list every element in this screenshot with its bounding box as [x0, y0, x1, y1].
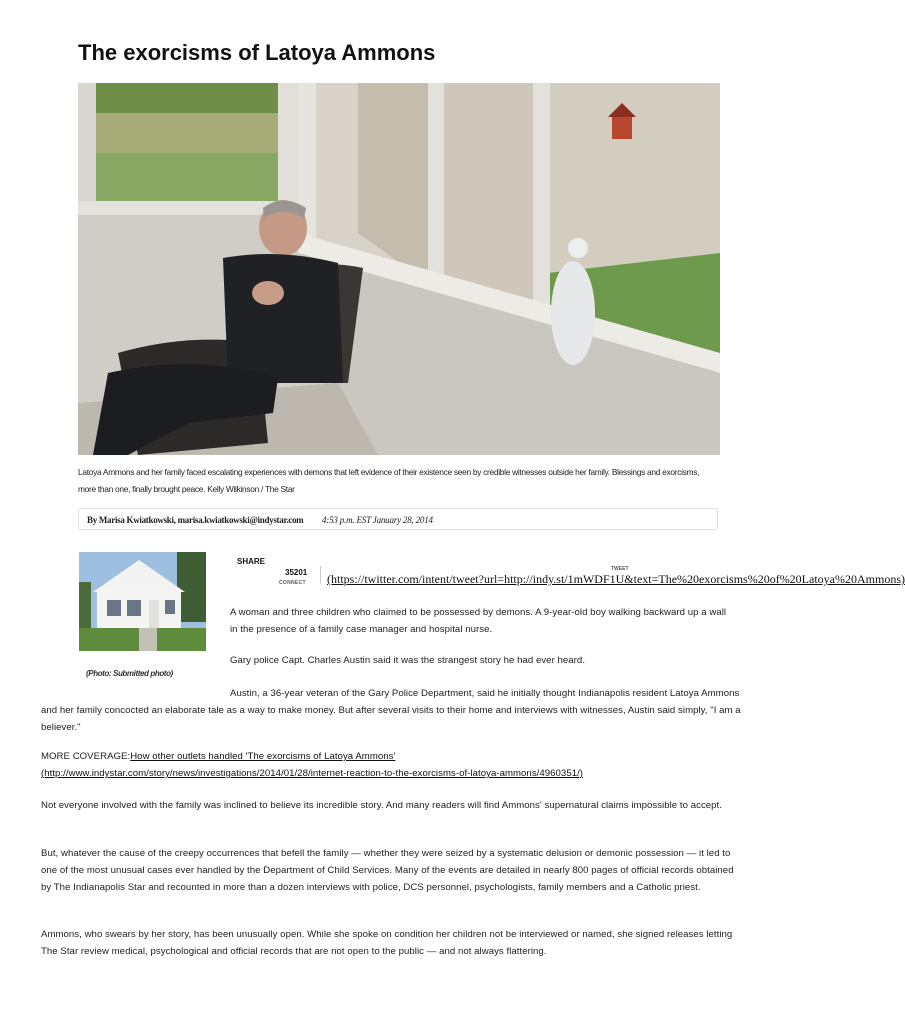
byline-timestamp: 4:53 p.m. EST January 28, 2014	[322, 515, 433, 525]
more-coverage	[41, 748, 741, 782]
paragraph: Gary police Capt. Charles Austin said it was the strangest story he had ever heard.	[230, 655, 586, 666]
hero-photo-illustration	[78, 83, 720, 455]
paragraph: Not everyone involved with the family was inclined to believe its incredible story. And many readers will find Ammons' supernatural claims impossible to accept.	[41, 800, 722, 811]
hero-photo	[78, 83, 720, 455]
byline-author[interactable]: By Marisa Kwiatkowski, marisa.kwiatkowski@indystar.com	[87, 515, 304, 525]
more-coverage-link[interactable]: How other outlets handled 'The exorcisms of Latoya Ammons'	[130, 751, 396, 762]
tweet-button[interactable]: TWEET	[611, 566, 629, 572]
photo-credit: (Photo: Submitted photo)	[86, 669, 173, 678]
share-divider	[320, 566, 321, 584]
more-coverage-label: MORE COVERAGE:	[41, 751, 131, 762]
paragraph: Ammons, who swears by her story, has been unusually open. While she spoke on condition her children not be interviewed or named, she signed releases letting The Star review medical, psychological and official records that are not open to the public — and not always flattering.	[41, 929, 733, 957]
house-photo-illustration	[79, 552, 206, 651]
paragraph: Austin, a 36-year veteran of the Gary Police Department, said he initially thought Indianapolis resident Latoya Ammons and her family concocted an elaborate tale as a way to make money. But after several visits to their home and interviews with witnesses, Austin said simply, "I am a believer."	[41, 688, 741, 733]
more-coverage-url[interactable]: (http://www.indystar.com/story/news/investigations/2014/01/28/internet-reaction-to-the-exorcisms-of-latoya-ammons/4960351/)	[41, 768, 584, 779]
share-count: 35201	[285, 568, 308, 577]
article-title: The exorcisms of Latoya Ammons	[78, 40, 436, 65]
hero-caption: Latoya Ammons and her family faced escalating experiences with demons that left evidence of their existence seen by credible witnesses outside her family. Blessings and exorcisms, more than one, finally brought peace. Kelly Wilkinson / The Star	[78, 467, 700, 494]
byline	[78, 508, 718, 530]
connect-button[interactable]: CONNECT	[279, 580, 306, 586]
tweet-link[interactable]: (https://twitter.com/intent/tweet?url=http://indy.st/1mWDF1U&text=The%20exorcisms%20of%20Latoya%20Ammons)	[327, 572, 905, 586]
paragraph: A woman and three children who claimed to be possessed by demons. A 9-year-old boy walking backward up a wall in the presence of a family case manager and hospital nurse.	[230, 607, 727, 635]
house-photo	[79, 552, 206, 651]
paragraph: But, whatever the cause of the creepy occurrences that befell the family — whether they were seized by a systematic delusion or demonic possession — it led to one of the most unusual cases ever handled by the Department of Child Services. Many of the events are detailed in nearly 800 pages of official records obtained by The Indianapolis Star and recounted in more than a dozen interviews with police, DCS personnel, psychologists, family members and a Catholic priest.	[41, 848, 734, 893]
share-label: SHARE	[237, 557, 266, 566]
